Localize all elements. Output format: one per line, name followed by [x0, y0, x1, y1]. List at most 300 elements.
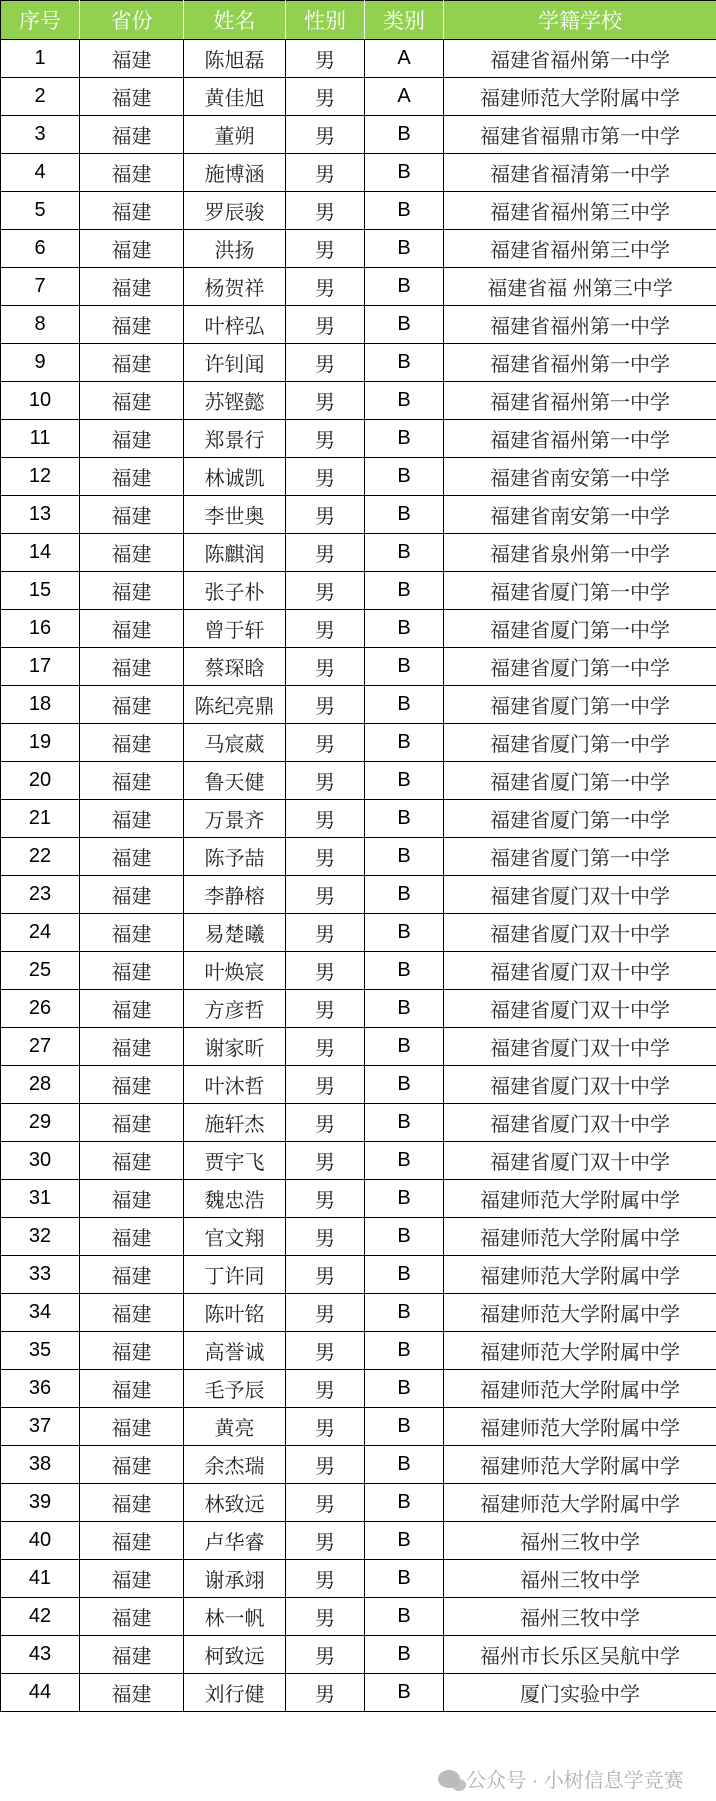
- cell-category: B: [365, 686, 444, 724]
- cell-name: 官文翔: [184, 1218, 286, 1256]
- cell-index: 26: [1, 990, 80, 1028]
- cell-gender: 男: [286, 344, 365, 382]
- cell-index: 40: [1, 1522, 80, 1560]
- cell-school: 福建省厦门第一中学: [444, 838, 716, 876]
- cell-province: 福建: [80, 1180, 184, 1218]
- cell-name: 杨贺祥: [184, 268, 286, 306]
- cell-index: 21: [1, 800, 80, 838]
- cell-index: 9: [1, 344, 80, 382]
- cell-province: 福建: [80, 1066, 184, 1104]
- cell-school: 福建师范大学附属中学: [444, 1370, 716, 1408]
- cell-category: B: [365, 420, 444, 458]
- cell-category: B: [365, 1370, 444, 1408]
- table-row: [1, 572, 716, 610]
- cell-name: 董朔: [184, 116, 286, 154]
- cell-gender: 男: [286, 1522, 365, 1560]
- cell-index: 17: [1, 648, 80, 686]
- cell-index: 43: [1, 1636, 80, 1674]
- cell-name: 李世奥: [184, 496, 286, 534]
- cell-category: B: [365, 1484, 444, 1522]
- cell-category: B: [365, 876, 444, 914]
- table-row: [1, 1104, 716, 1142]
- cell-name: 郑景行: [184, 420, 286, 458]
- cell-index: 7: [1, 268, 80, 306]
- cell-category: B: [365, 1180, 444, 1218]
- table-row: [1, 382, 716, 420]
- cell-province: 福建: [80, 230, 184, 268]
- cell-gender: 男: [286, 1104, 365, 1142]
- cell-index: 42: [1, 1598, 80, 1636]
- table-row: [1, 192, 716, 230]
- cell-province: 福建: [80, 1560, 184, 1598]
- cell-index: 18: [1, 686, 80, 724]
- table-row: [1, 1560, 716, 1598]
- cell-school: 福建省厦门第一中学: [444, 648, 716, 686]
- cell-name: 万景齐: [184, 800, 286, 838]
- cell-province: 福建: [80, 192, 184, 230]
- table-row: [1, 800, 716, 838]
- cell-school: 福建师范大学附属中学: [444, 1408, 716, 1446]
- table-row: [1, 1674, 716, 1712]
- cell-province: 福建: [80, 306, 184, 344]
- cell-index: 4: [1, 154, 80, 192]
- cell-name: 苏铿懿: [184, 382, 286, 420]
- cell-index: 1: [1, 40, 80, 78]
- cell-name: 叶沐哲: [184, 1066, 286, 1104]
- cell-gender: 男: [286, 610, 365, 648]
- cell-gender: 男: [286, 382, 365, 420]
- cell-category: B: [365, 914, 444, 952]
- cell-school: 福建省厦门第一中学: [444, 610, 716, 648]
- cell-index: 25: [1, 952, 80, 990]
- cell-name: 蔡琛晗: [184, 648, 286, 686]
- cell-category: B: [365, 344, 444, 382]
- cell-school: 福建省厦门第一中学: [444, 686, 716, 724]
- cell-category: B: [365, 534, 444, 572]
- cell-gender: 男: [286, 1294, 365, 1332]
- cell-school: 福建省泉州第一中学: [444, 534, 716, 572]
- cell-school: 福建省厦门第一中学: [444, 800, 716, 838]
- cell-category: B: [365, 762, 444, 800]
- cell-name: 黄亮: [184, 1408, 286, 1446]
- cell-gender: 男: [286, 1028, 365, 1066]
- cell-gender: 男: [286, 952, 365, 990]
- cell-category: B: [365, 1332, 444, 1370]
- cell-category: B: [365, 154, 444, 192]
- cell-category: B: [365, 230, 444, 268]
- cell-gender: 男: [286, 116, 365, 154]
- table-row: [1, 1332, 716, 1370]
- cell-index: 34: [1, 1294, 80, 1332]
- table-row: [1, 306, 716, 344]
- cell-school: 福建省福州第一中学: [444, 420, 716, 458]
- cell-gender: 男: [286, 1674, 365, 1712]
- cell-school: 福建师范大学附属中学: [444, 1180, 716, 1218]
- table-row: [1, 724, 716, 762]
- header-province: 省份: [80, 1, 184, 40]
- cell-gender: 男: [286, 686, 365, 724]
- cell-province: 福建: [80, 1522, 184, 1560]
- cell-index: 37: [1, 1408, 80, 1446]
- table-row: [1, 344, 716, 382]
- table-row: [1, 952, 716, 990]
- cell-gender: 男: [286, 572, 365, 610]
- table-row: [1, 78, 716, 116]
- cell-name: 张子朴: [184, 572, 286, 610]
- cell-school: 福建省厦门第一中学: [444, 762, 716, 800]
- cell-province: 福建: [80, 572, 184, 610]
- cell-index: 16: [1, 610, 80, 648]
- cell-name: 高誉诚: [184, 1332, 286, 1370]
- cell-school: 福建省福鼎市第一中学: [444, 116, 716, 154]
- cell-index: 6: [1, 230, 80, 268]
- cell-category: B: [365, 1446, 444, 1484]
- cell-province: 福建: [80, 1408, 184, 1446]
- cell-school: 福建省厦门双十中学: [444, 914, 716, 952]
- cell-province: 福建: [80, 800, 184, 838]
- cell-category: B: [365, 838, 444, 876]
- cell-index: 28: [1, 1066, 80, 1104]
- cell-category: B: [365, 1560, 444, 1598]
- cell-name: 林一帆: [184, 1598, 286, 1636]
- header-category: 类别: [365, 1, 444, 40]
- cell-school: 福州三牧中学: [444, 1522, 716, 1560]
- table-row: [1, 990, 716, 1028]
- cell-province: 福建: [80, 116, 184, 154]
- cell-index: 22: [1, 838, 80, 876]
- cell-name: 谢家昕: [184, 1028, 286, 1066]
- cell-category: B: [365, 1218, 444, 1256]
- cell-category: B: [365, 610, 444, 648]
- cell-province: 福建: [80, 344, 184, 382]
- cell-gender: 男: [286, 1560, 365, 1598]
- cell-province: 福建: [80, 382, 184, 420]
- header-school: 学籍学校: [444, 1, 716, 40]
- table-row: [1, 1066, 716, 1104]
- cell-name: 许钊闻: [184, 344, 286, 382]
- cell-gender: 男: [286, 1180, 365, 1218]
- cell-name: 曾于轩: [184, 610, 286, 648]
- header-gender: 性别: [286, 1, 365, 40]
- cell-index: 32: [1, 1218, 80, 1256]
- table-row: [1, 762, 716, 800]
- cell-index: 29: [1, 1104, 80, 1142]
- cell-name: 余杰瑞: [184, 1446, 286, 1484]
- cell-province: 福建: [80, 1256, 184, 1294]
- table-row: [1, 1294, 716, 1332]
- cell-school: 福建师范大学附属中学: [444, 1256, 716, 1294]
- cell-index: 11: [1, 420, 80, 458]
- cell-category: B: [365, 1294, 444, 1332]
- cell-index: 14: [1, 534, 80, 572]
- table-row: [1, 154, 716, 192]
- table-row: [1, 1598, 716, 1636]
- cell-province: 福建: [80, 1332, 184, 1370]
- cell-province: 福建: [80, 686, 184, 724]
- cell-index: 19: [1, 724, 80, 762]
- cell-name: 陈旭磊: [184, 40, 286, 78]
- cell-school: 福建省福 州第三中学: [444, 268, 716, 306]
- table-row: [1, 1180, 716, 1218]
- cell-index: 44: [1, 1674, 80, 1712]
- cell-school: 福建省厦门第一中学: [444, 724, 716, 762]
- cell-index: 31: [1, 1180, 80, 1218]
- table-row: [1, 1028, 716, 1066]
- table-row: [1, 230, 716, 268]
- table-row: [1, 1636, 716, 1674]
- table-row: [1, 116, 716, 154]
- cell-gender: 男: [286, 914, 365, 952]
- header-row: [1, 1, 716, 40]
- cell-gender: 男: [286, 458, 365, 496]
- cell-school: 福建省福州第一中学: [444, 382, 716, 420]
- cell-province: 福建: [80, 1674, 184, 1712]
- cell-province: 福建: [80, 1294, 184, 1332]
- cell-category: B: [365, 116, 444, 154]
- table-row: [1, 1256, 716, 1294]
- cell-category: B: [365, 306, 444, 344]
- cell-gender: 男: [286, 762, 365, 800]
- cell-school: 福建省厦门双十中学: [444, 952, 716, 990]
- cell-province: 福建: [80, 268, 184, 306]
- table-row: [1, 420, 716, 458]
- cell-name: 施博涵: [184, 154, 286, 192]
- cell-index: 24: [1, 914, 80, 952]
- cell-index: 2: [1, 78, 80, 116]
- cell-province: 福建: [80, 952, 184, 990]
- cell-province: 福建: [80, 990, 184, 1028]
- cell-school: 福建师范大学附属中学: [444, 1446, 716, 1484]
- cell-category: B: [365, 724, 444, 762]
- cell-category: B: [365, 1256, 444, 1294]
- cell-name: 刘行健: [184, 1674, 286, 1712]
- cell-province: 福建: [80, 914, 184, 952]
- cell-index: 10: [1, 382, 80, 420]
- cell-index: 33: [1, 1256, 80, 1294]
- cell-index: 5: [1, 192, 80, 230]
- table-row: [1, 686, 716, 724]
- cell-gender: 男: [286, 40, 365, 78]
- cell-index: 27: [1, 1028, 80, 1066]
- cell-gender: 男: [286, 420, 365, 458]
- cell-category: B: [365, 1674, 444, 1712]
- cell-school: 福建省福州第一中学: [444, 40, 716, 78]
- cell-school: 福建省厦门双十中学: [444, 876, 716, 914]
- cell-name: 魏忠浩: [184, 1180, 286, 1218]
- cell-index: 12: [1, 458, 80, 496]
- table-row: [1, 1370, 716, 1408]
- cell-school: 福建师范大学附属中学: [444, 1484, 716, 1522]
- cell-category: B: [365, 648, 444, 686]
- cell-name: 林诚凯: [184, 458, 286, 496]
- cell-category: A: [365, 40, 444, 78]
- watermark-text: 公众号 · 小树信息学竞赛: [466, 1770, 684, 1792]
- cell-gender: 男: [286, 648, 365, 686]
- cell-school: 福建省福州第一中学: [444, 344, 716, 382]
- cell-name: 毛予辰: [184, 1370, 286, 1408]
- cell-name: 施轩杰: [184, 1104, 286, 1142]
- cell-school: 福建省厦门双十中学: [444, 1142, 716, 1180]
- cell-name: 罗辰骏: [184, 192, 286, 230]
- cell-province: 福建: [80, 420, 184, 458]
- table-row: [1, 1522, 716, 1560]
- table-row: [1, 1446, 716, 1484]
- cell-category: B: [365, 1142, 444, 1180]
- cell-name: 贾宇飞: [184, 1142, 286, 1180]
- cell-gender: 男: [286, 534, 365, 572]
- cell-category: B: [365, 496, 444, 534]
- cell-school: 福建省厦门双十中学: [444, 990, 716, 1028]
- cell-province: 福建: [80, 838, 184, 876]
- cell-gender: 男: [286, 876, 365, 914]
- cell-province: 福建: [80, 648, 184, 686]
- cell-index: 39: [1, 1484, 80, 1522]
- cell-gender: 男: [286, 306, 365, 344]
- cell-category: B: [365, 1522, 444, 1560]
- cell-school: 福州三牧中学: [444, 1560, 716, 1598]
- cell-province: 福建: [80, 876, 184, 914]
- header-name: 姓名: [184, 1, 286, 40]
- cell-gender: 男: [286, 1218, 365, 1256]
- cell-school: 福建省厦门双十中学: [444, 1028, 716, 1066]
- table-row: [1, 496, 716, 534]
- cell-school: 福建省福州第一中学: [444, 306, 716, 344]
- table-row: [1, 534, 716, 572]
- cell-name: 陈叶铭: [184, 1294, 286, 1332]
- cell-school: 福建省福清第一中学: [444, 154, 716, 192]
- cell-gender: 男: [286, 1446, 365, 1484]
- cell-province: 福建: [80, 1028, 184, 1066]
- cell-index: 41: [1, 1560, 80, 1598]
- cell-province: 福建: [80, 1218, 184, 1256]
- cell-name: 叶焕宸: [184, 952, 286, 990]
- cell-province: 福建: [80, 1598, 184, 1636]
- cell-name: 易楚曦: [184, 914, 286, 952]
- table-body: [1, 40, 716, 1712]
- cell-index: 8: [1, 306, 80, 344]
- cell-gender: 男: [286, 1484, 365, 1522]
- table-row: [1, 838, 716, 876]
- cell-name: 陈麒润: [184, 534, 286, 572]
- cell-name: 陈纪亮鼎: [184, 686, 286, 724]
- cell-province: 福建: [80, 458, 184, 496]
- cell-index: 36: [1, 1370, 80, 1408]
- cell-school: 福建师范大学附属中学: [444, 1218, 716, 1256]
- cell-school: 福州三牧中学: [444, 1598, 716, 1636]
- cell-name: 谢承翊: [184, 1560, 286, 1598]
- cell-gender: 男: [286, 724, 365, 762]
- cell-gender: 男: [286, 1256, 365, 1294]
- watermark: [438, 1764, 684, 1793]
- table-row: [1, 40, 716, 78]
- header-index: 序号: [1, 1, 80, 40]
- cell-index: 15: [1, 572, 80, 610]
- cell-gender: 男: [286, 1598, 365, 1636]
- table-row: [1, 1484, 716, 1522]
- cell-province: 福建: [80, 610, 184, 648]
- cell-category: B: [365, 192, 444, 230]
- cell-index: 3: [1, 116, 80, 154]
- cell-province: 福建: [80, 154, 184, 192]
- cell-index: 23: [1, 876, 80, 914]
- cell-gender: 男: [286, 1142, 365, 1180]
- cell-name: 丁许同: [184, 1256, 286, 1294]
- cell-school: 福建省南安第一中学: [444, 458, 716, 496]
- cell-gender: 男: [286, 1066, 365, 1104]
- cell-name: 方彦哲: [184, 990, 286, 1028]
- cell-category: B: [365, 1028, 444, 1066]
- cell-category: B: [365, 952, 444, 990]
- cell-name: 柯致远: [184, 1636, 286, 1674]
- cell-gender: 男: [286, 78, 365, 116]
- cell-index: 30: [1, 1142, 80, 1180]
- wechat-icon: [438, 1770, 460, 1788]
- cell-province: 福建: [80, 534, 184, 572]
- cell-category: B: [365, 1408, 444, 1446]
- table-row: [1, 458, 716, 496]
- cell-category: A: [365, 78, 444, 116]
- cell-category: B: [365, 572, 444, 610]
- cell-category: B: [365, 800, 444, 838]
- cell-category: B: [365, 1598, 444, 1636]
- cell-school: 福建省南安第一中学: [444, 496, 716, 534]
- cell-name: 马宸葳: [184, 724, 286, 762]
- cell-province: 福建: [80, 1104, 184, 1142]
- cell-gender: 男: [286, 268, 365, 306]
- table-row: [1, 1142, 716, 1180]
- cell-index: 35: [1, 1332, 80, 1370]
- cell-province: 福建: [80, 1636, 184, 1674]
- cell-gender: 男: [286, 154, 365, 192]
- cell-name: 卢华睿: [184, 1522, 286, 1560]
- cell-index: 20: [1, 762, 80, 800]
- cell-school: 福建师范大学附属中学: [444, 1294, 716, 1332]
- table-row: [1, 268, 716, 306]
- cell-province: 福建: [80, 762, 184, 800]
- cell-school: 福建省福州第三中学: [444, 230, 716, 268]
- cell-school: 福建省厦门双十中学: [444, 1104, 716, 1142]
- cell-gender: 男: [286, 192, 365, 230]
- cell-province: 福建: [80, 40, 184, 78]
- cell-province: 福建: [80, 496, 184, 534]
- cell-gender: 男: [286, 1332, 365, 1370]
- cell-name: 鲁天健: [184, 762, 286, 800]
- cell-category: B: [365, 1104, 444, 1142]
- cell-name: 陈予喆: [184, 838, 286, 876]
- cell-name: 洪扬: [184, 230, 286, 268]
- cell-name: 黄佳旭: [184, 78, 286, 116]
- cell-category: B: [365, 1066, 444, 1104]
- cell-gender: 男: [286, 1408, 365, 1446]
- table-row: [1, 1408, 716, 1446]
- table-row: [1, 1218, 716, 1256]
- cell-province: 福建: [80, 1484, 184, 1522]
- cell-gender: 男: [286, 990, 365, 1028]
- cell-school: 厦门实验中学: [444, 1674, 716, 1712]
- cell-category: B: [365, 382, 444, 420]
- cell-name: 李静榕: [184, 876, 286, 914]
- table-row: [1, 914, 716, 952]
- cell-index: 13: [1, 496, 80, 534]
- cell-school: 福建师范大学附属中学: [444, 78, 716, 116]
- cell-gender: 男: [286, 800, 365, 838]
- cell-gender: 男: [286, 838, 365, 876]
- cell-gender: 男: [286, 1636, 365, 1674]
- cell-province: 福建: [80, 78, 184, 116]
- cell-gender: 男: [286, 230, 365, 268]
- cell-province: 福建: [80, 1446, 184, 1484]
- cell-category: B: [365, 1636, 444, 1674]
